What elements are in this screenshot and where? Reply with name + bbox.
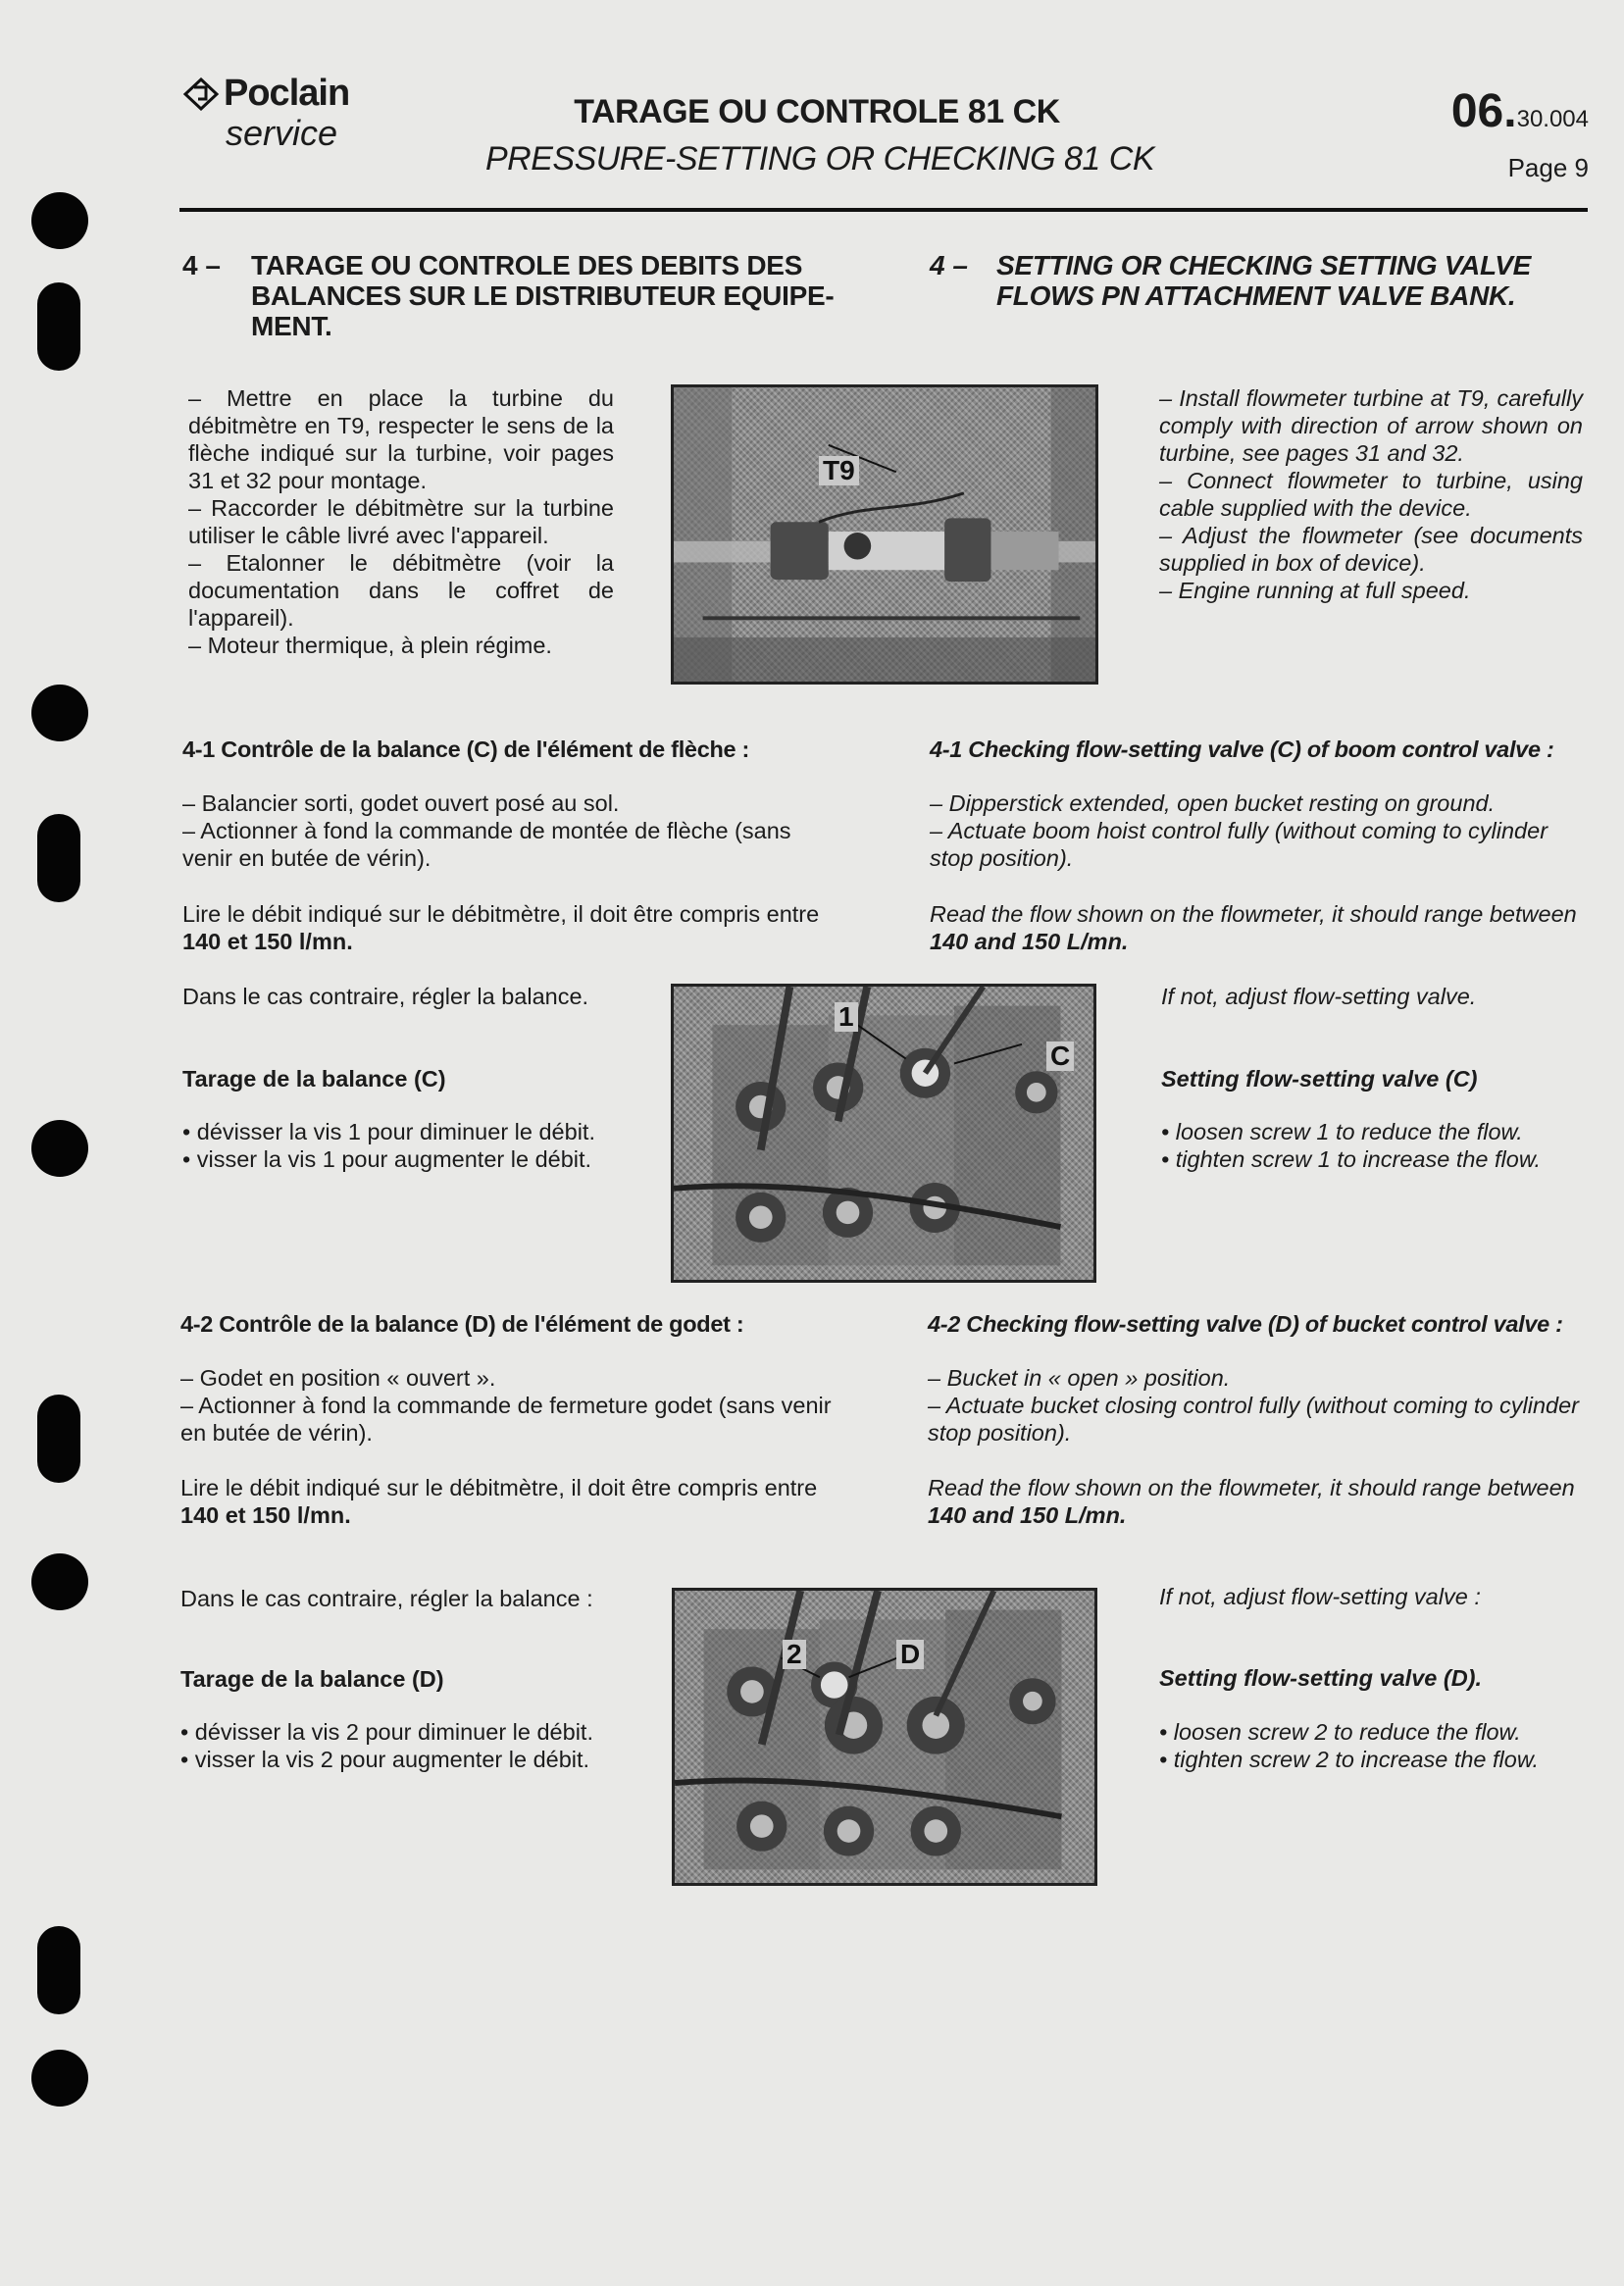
section-4-1-read-en — [930, 900, 1585, 955]
section-4-2-steps-en — [928, 1364, 1585, 1447]
label-screw-2: 2 — [783, 1640, 806, 1669]
section-4-2-setting-title-en: Setting flow-setting valve (D). — [1159, 1665, 1483, 1691]
section-4-2-bullets-en — [1159, 1718, 1539, 1773]
brand-subtitle: service — [226, 113, 338, 153]
section-4-2-read-fr — [180, 1474, 857, 1529]
document-number-main: 06. — [1450, 85, 1517, 137]
step-text: – Install flowmeter turbine at T9, carefully comply with direction of arrow shown on turbine, see pages 31 and 32. — [1159, 385, 1583, 466]
section-4-1-steps-en — [930, 789, 1585, 872]
flow-range-value: 140 et 150 l/mn. — [180, 1502, 351, 1528]
section-4-2-heading-fr: 4-2 Contrôle de la balance (D) de l'élément de godet : — [180, 1311, 744, 1337]
step-text: – Actionner à fond la commande de fermeture godet (sans venir en butée de vérin). — [180, 1393, 832, 1446]
step-text: – Actuate bucket closing control fully (without coming to cylinder stop position). — [928, 1393, 1579, 1446]
section-4-2-read-en — [928, 1474, 1585, 1529]
section-4-1-else-en: If not, adjust flow-setting valve. — [1161, 984, 1477, 1009]
bullet-item: • tighten screw 1 to increase the flow. — [1161, 1146, 1542, 1172]
section-4-2-else-fr: Dans le cas contraire, régler la balance : — [180, 1586, 593, 1611]
binder-hole — [31, 2050, 88, 2107]
binder-hole — [37, 814, 80, 902]
bullet-item: • tighten screw 2 to increase the flow. — [1159, 1747, 1540, 1772]
section-4-steps-en — [1159, 384, 1583, 604]
label-valve-c: C — [1046, 1041, 1074, 1071]
bullet-item: • dévisser la vis 1 pour diminuer le débit. — [182, 1119, 595, 1144]
section-4-2-heading-en: 4-2 Checking flow-setting valve (D) of bucket control valve : — [928, 1311, 1563, 1337]
flow-range-value: 140 et 150 l/mn. — [182, 929, 353, 954]
section-4-heading-fr: 4 – TARAGE OU CONTROLE DES DEBITS DES BALANCES SUR LE DISTRIBUTEUR EQUIPE-MENT. — [182, 250, 869, 341]
section-4-2-else-en: If not, adjust flow-setting valve : — [1159, 1584, 1481, 1609]
label-t9: T9 — [819, 456, 859, 485]
section-4-1-setting-title-en: Setting flow-setting valve (C) — [1161, 1066, 1478, 1092]
section-4-heading-fr-text: TARAGE OU CONTROLE DES DEBITS DES BALANCES SUR LE DISTRIBUTEUR EQUIPE-MENT. — [251, 250, 835, 341]
section-4-heading-en-text: SETTING OR CHECKING SETTING VALVE FLOWS PN ATTACHMENT VALVE BANK. — [996, 250, 1531, 311]
boom-valve-photo — [671, 984, 1096, 1283]
section-4-1-setting-title-fr: Tarage de la balance (C) — [182, 1066, 446, 1092]
section-4-1-bullets-fr — [182, 1118, 595, 1173]
turbine-illustration — [674, 387, 1095, 682]
step-text: – Connect flowmeter to turbine, using cable supplied with the device. — [1159, 468, 1583, 521]
section-4-2-setting-title-fr: Tarage de la balance (D) — [180, 1666, 444, 1692]
section-4-heading-en: 4 – SETTING OR CHECKING SETTING VALVE FLOWS PN ATTACHMENT VALVE BANK. — [930, 250, 1589, 311]
step-text: – Mettre en place la turbine du débitmètre en T9, respecter le sens de la flèche indiqué sur la turbine, voir pages 31 et 32 pour montage. — [188, 385, 614, 493]
section-4-2-steps-fr — [180, 1364, 839, 1447]
document-number-sub: 30.004 — [1516, 106, 1589, 132]
bullet-item: • loosen screw 1 to reduce the flow. — [1161, 1119, 1523, 1144]
binder-hole — [31, 192, 88, 249]
step-text: – Moteur thermique, à plein régime. — [188, 633, 552, 658]
flow-range-value: 140 and 150 L/mn. — [928, 1502, 1127, 1528]
step-text: – Raccorder le débitmètre sur la turbine utiliser le câble livré avec l'appareil. — [188, 495, 614, 548]
bullet-item: • dévisser la vis 2 pour diminuer le débit. — [180, 1719, 593, 1745]
section-4-1-steps-fr — [182, 789, 837, 872]
document-number — [1451, 84, 1589, 138]
step-text: – Bucket in « open » position. — [928, 1365, 1231, 1391]
boom-valve-illustration — [674, 987, 1093, 1280]
section-4-1-else-fr: Dans le cas contraire, régler la balance. — [182, 984, 589, 1009]
header-divider — [179, 208, 1588, 212]
step-text: – Adjust the flowmeter (see documents supplied in box of device). — [1159, 523, 1583, 576]
label-valve-d: D — [896, 1640, 924, 1669]
section-4-2-bullets-fr — [180, 1718, 593, 1773]
step-text: – Etalonner le débitmètre (voir la documentation dans le coffret de l'appareil). — [188, 550, 614, 631]
section-4-1-bullets-en — [1161, 1118, 1541, 1173]
bullet-item: • visser la vis 2 pour augmenter le débit. — [180, 1747, 590, 1772]
label-screw-1: 1 — [835, 1002, 858, 1032]
binder-hole — [31, 1553, 88, 1610]
page-title-fr: TARAGE OU CONTROLE 81 CK — [574, 93, 1060, 130]
step-text: – Godet en position « ouvert ». — [180, 1365, 496, 1391]
bullet-item: • loosen screw 2 to reduce the flow. — [1159, 1719, 1521, 1745]
read-instruction: Lire le débit indiqué sur le débitmètre, il doit être compris entre — [180, 1475, 818, 1500]
binder-hole — [31, 1120, 88, 1177]
section-4-1-heading-en: 4-1 Checking flow-setting valve (C) of boom control valve : — [930, 737, 1554, 762]
step-text: – Balancier sorti, godet ouvert posé au sol. — [182, 790, 620, 816]
binder-hole — [37, 282, 80, 371]
section-4-1-read-fr — [182, 900, 859, 955]
read-instruction: Read the flow shown on the flowmeter, it should range between — [928, 1475, 1575, 1500]
binder-hole — [31, 685, 88, 741]
step-text: – Actuate boom hoist control fully (without coming to cylinder stop position). — [930, 818, 1548, 871]
read-instruction: Lire le débit indiqué sur le débitmètre, il doit être compris entre — [182, 901, 820, 927]
section-4-steps-fr — [188, 384, 614, 659]
binder-hole — [37, 1926, 80, 2014]
flow-range-value: 140 and 150 L/mn. — [930, 929, 1129, 954]
read-instruction: Read the flow shown on the flowmeter, it should range between — [930, 901, 1577, 927]
page-number: Page 9 — [1507, 153, 1589, 182]
step-text: – Dipperstick extended, open bucket resting on ground. — [930, 790, 1496, 816]
page-title-en: PRESSURE-SETTING OR CHECKING 81 CK — [484, 140, 1154, 178]
bucket-valve-photo — [672, 1588, 1097, 1886]
bullet-item: • visser la vis 1 pour augmenter le débit. — [182, 1146, 592, 1172]
step-text: – Engine running at full speed. — [1159, 578, 1471, 603]
section-4-1-heading-fr: 4-1 Contrôle de la balance (C) de l'élément de flèche : — [182, 737, 750, 762]
flowmeter-turbine-photo — [671, 384, 1098, 685]
binder-hole — [37, 1395, 80, 1483]
bucket-valve-illustration — [675, 1591, 1094, 1883]
brand-name: Poclain — [224, 73, 350, 114]
step-text: – Actionner à fond la commande de montée de flèche (sans venir en butée de vérin). — [182, 818, 791, 871]
